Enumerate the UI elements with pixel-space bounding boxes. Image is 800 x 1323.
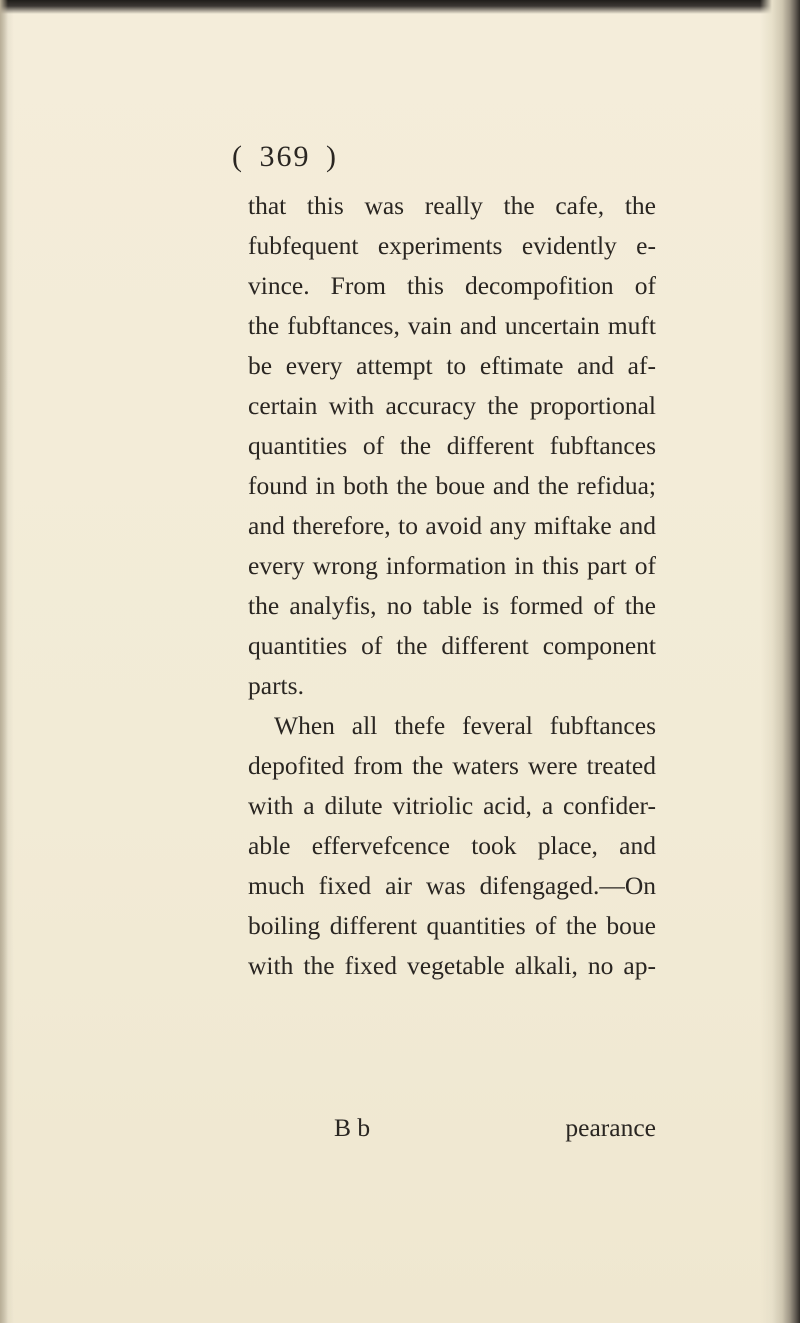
page-footer	[248, 1108, 656, 1148]
text-line: with the fixed vegetable alkali, no ap-	[248, 951, 656, 980]
page-left-edge	[0, 0, 8, 1323]
catchword: pearance	[565, 1113, 656, 1142]
text-line: certain with accuracy the proportional	[248, 391, 656, 420]
text-line: much fixed air was difengaged.—On	[248, 871, 656, 900]
text-line: the analyfis, no table is formed of the	[248, 591, 656, 620]
text-line: the fubftances, vain and uncertain muft	[248, 311, 656, 340]
text-line: boiling different quantities of the boue	[248, 911, 656, 940]
text-line: that this was really the cafe, the	[248, 191, 656, 220]
page-header	[232, 140, 338, 174]
text-line: depofited from the waters were treated	[248, 751, 656, 780]
header-close-paren: )	[326, 140, 338, 173]
text-line: be every attempt to eftimate and af-	[248, 351, 656, 380]
text-line: able effervefcence took place, and	[248, 831, 656, 860]
header-open-paren: (	[232, 140, 244, 173]
body-text	[248, 186, 656, 986]
signature-mark: B b	[334, 1113, 371, 1142]
text-line-paragraph-end: parts.	[248, 671, 304, 700]
page-number: 369	[259, 140, 311, 173]
text-line: quantities of the different component	[248, 631, 656, 660]
text-line: every wrong information in this part of	[248, 551, 656, 580]
text-line: vince. From this decompofition of	[248, 271, 656, 300]
text-line: quantities of the different fubftances	[248, 431, 656, 460]
text-line-paragraph-start: When all thefe feveral fubftances	[274, 711, 656, 740]
page-top-shadow	[0, 0, 800, 14]
page-right-edge	[760, 0, 800, 1323]
text-line: with a dilute vitriolic acid, a confider-	[248, 791, 656, 820]
text-line: and therefore, to avoid any miftake and	[248, 511, 656, 540]
text-line: found in both the boue and the refidua;	[248, 471, 656, 500]
text-line: fubfequent experiments evidently e-	[248, 231, 656, 260]
